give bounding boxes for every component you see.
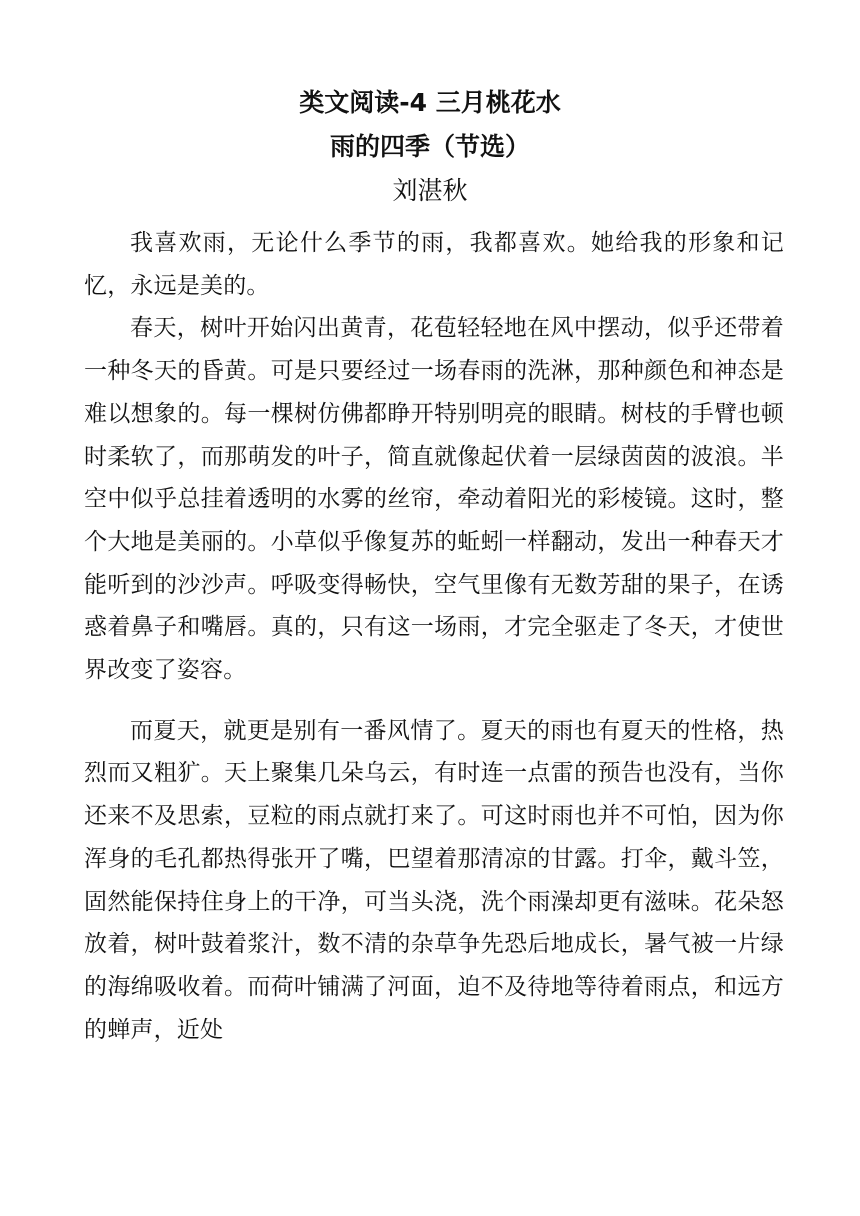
paragraph-intro: 我喜欢雨，无论什么季节的雨，我都喜欢。她给我的形象和记忆，永远是美的。 xyxy=(84,230,784,299)
paragraph-summer: 而夏天，就更是别有一番风情了。夏天的雨也有夏天的性格，热烈而又粗犷。天上聚集几朵乌云，有时连一点雷的预告也没有，当你还来不及思索，豆粒的雨点就打来了。可这时雨也并不可怕，因为你浑身的毛孔都热得张开了嘴，巴望着那清凉的甘露。打伞，戴斗笠，固然能保持住身上的干净，可当头浇，洗个雨澡却更有滋味。花朵怒放着，树叶鼓着浆汁，数不清的杂草争先恐后地成长，暑气被一片绿的海绵吸收着。而荷叶铺满了河面，迫不及待地等待着雨点，和远方的蝉声，近处 xyxy=(84,717,784,1043)
document-title: 类文阅读-4 三月桃花水 xyxy=(299,88,561,117)
article-author: 刘湛秋 xyxy=(392,176,468,205)
paragraph-spring: 春天，树叶开始闪出黄青，花苞轻轻地在风中摆动，似乎还带着一种冬天的昏黄。可是只要经过一场春雨的洗淋，那种颜色和神态是难以想象的。每一棵树仿佛都睁开特别明亮的眼睛。树枝的手臂也顿时柔软了，而那萌发的叶子，简直就像起伏着一层绿茵茵的波浪。半空中似乎总挂着透明的水雾的丝帘，牵动着阳光的彩棱镜。这时，整个大地是美丽的。小草似乎像复苏的蚯蚓一样翻动，发出一种春天才能听到的沙沙声。呼吸变得畅快，空气里像有无数芳甜的果子，在诱惑着鼻子和嘴唇。真的，只有这一场雨，才完全驱走了冬天，才使世界改变了姿容。 xyxy=(84,315,784,684)
article-title: 雨的四季（节选） xyxy=(329,132,530,161)
article-body xyxy=(84,222,784,1051)
